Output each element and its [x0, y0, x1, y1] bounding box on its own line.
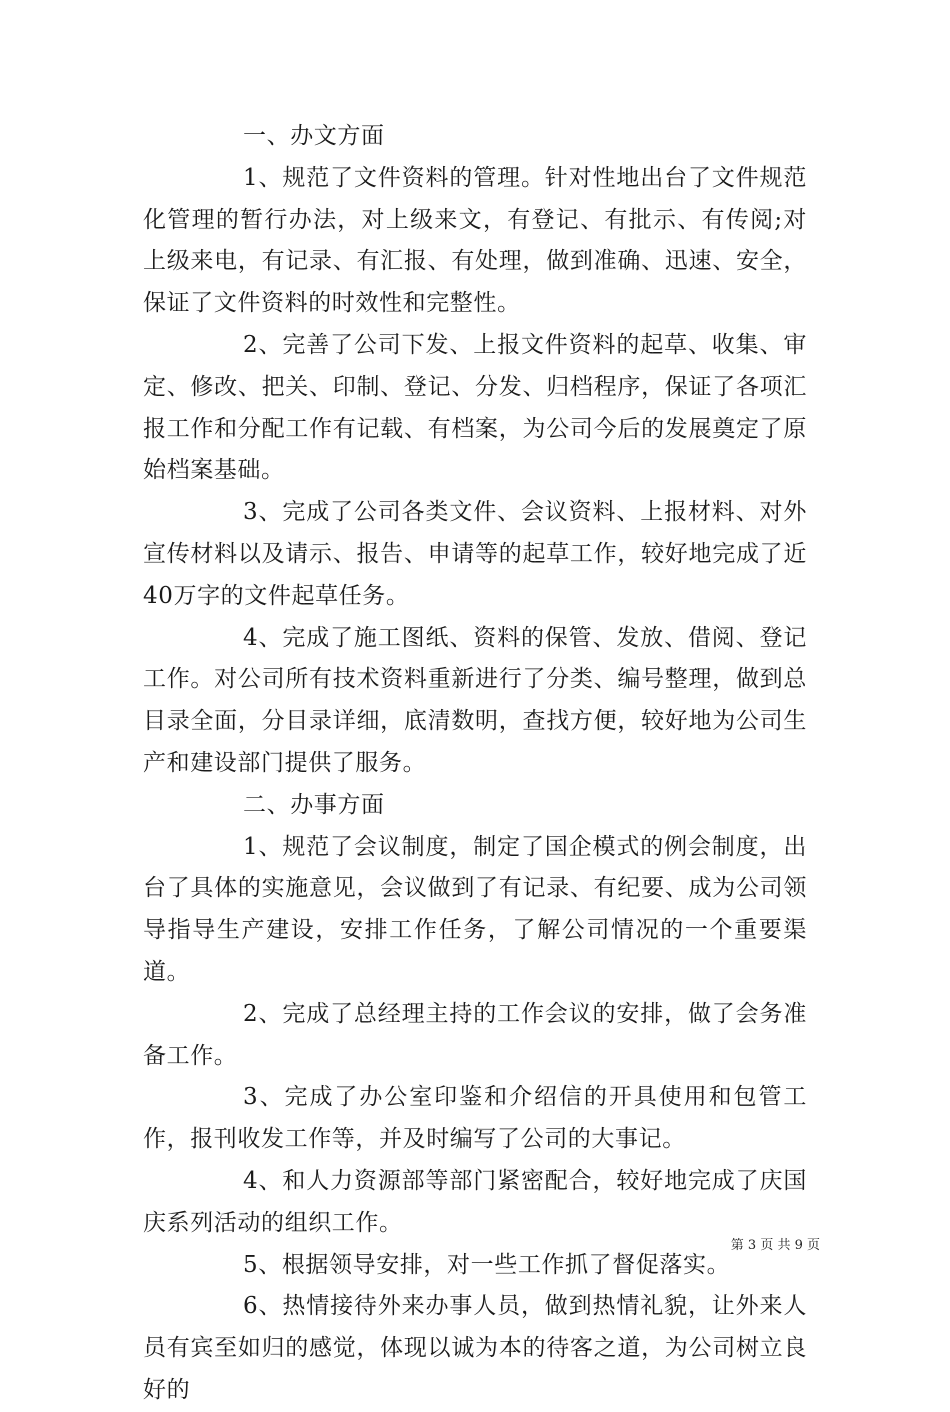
- paragraph: 3、完成了办公室印鉴和介绍信的开具使用和包管工作，报刊收发工作等，并及时编写了公司的大事记。: [143, 1084, 807, 1153]
- page-number: 第 3 页 共 9 页: [730, 1238, 820, 1253]
- paragraph: 1、规范了文件资料的管理。针对性地出台了文件规范化管理的暂行办法，对上级来文，有登记、有批示、有传阅;对上级来电，有记录、有汇报、有处理，做到准确、迅速、安全，保证了文件资料的时效性和完整性。: [143, 164, 807, 317]
- body-text: [143, 116, 807, 1412]
- paragraph: 2、完成了总经理主持的工作会议的安排，做了会务准备工作。: [143, 1000, 807, 1069]
- paragraph: 4、完成了施工图纸、资料的保管、发放、借阅、登记工作。对公司所有技术资料重新进行了分类、编号整理，做到总目录全面，分目录详细，底清数明，查找方便，较好地为公司生产和建设部门提供了服务。: [143, 624, 807, 776]
- paragraph: 1、规范了会议制度，制定了国企模式的例会制度，出台了具体的实施意见，会议做到了有记录、有纪要、成为公司领导指导生产建设，安排工作任务，了解公司情况的一个重要渠道。: [143, 833, 807, 985]
- paragraph: 5、根据领导安排，对一些工作抓了督促落实。: [243, 1251, 731, 1278]
- paragraph: 4、和人力资源部等部门紧密配合，较好地完成了庆国庆系列活动的组织工作。: [143, 1167, 807, 1236]
- section-heading-document-handling: 一、办文方面: [243, 123, 385, 149]
- paragraph: 3、完成了公司各类文件、会议资料、上报材料、对外宣传材料以及请示、报告、申请等的起草工作，较好地完成了近40万字的文件起草任务。: [143, 499, 807, 609]
- paragraph: 2、完善了公司下发、上报文件资料的起草、收集、审定、修改、把关、印制、登记、分发、归档程序，保证了各项汇报工作和分配工作有记载、有档案，为公司今后的发展奠定了原始档案基础。: [143, 331, 807, 484]
- paragraph: 6、热情接待外来办事人员，做到热情礼貌，让外来人员有宾至如归的感觉，体现以诚为本的待客之道，为公司树立良好的: [143, 1293, 807, 1403]
- section-heading-affairs-handling: 二、办事方面: [243, 791, 385, 818]
